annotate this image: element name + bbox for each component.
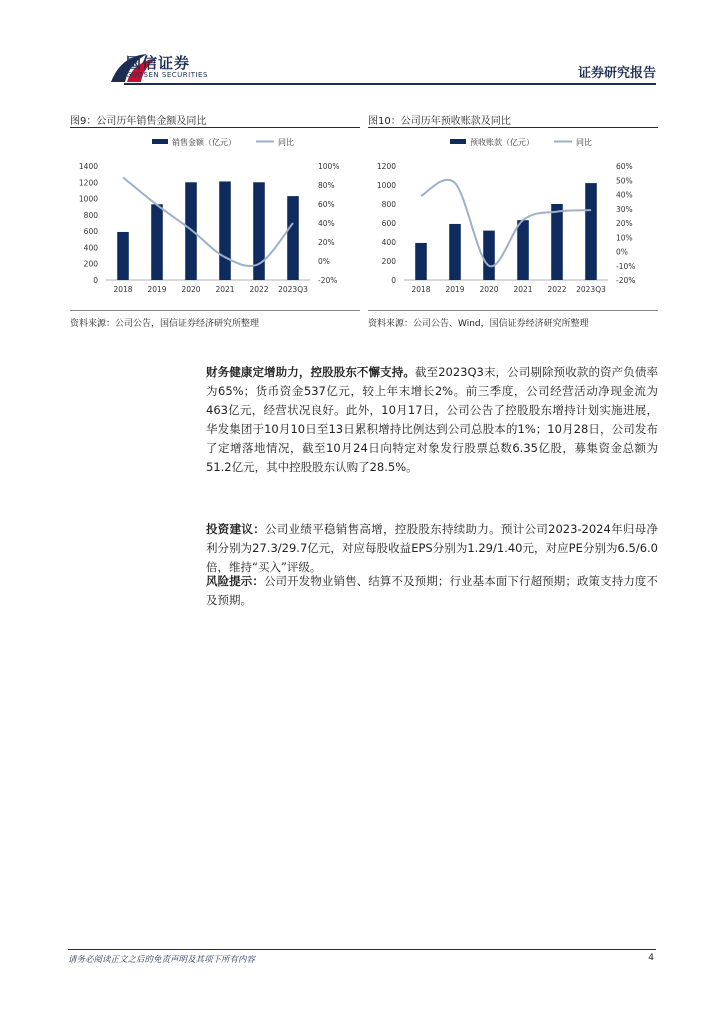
legend-bar-label: 预收账款（亿元）	[470, 138, 534, 147]
y-left-tick-label: 600	[381, 219, 396, 228]
paragraph-lead: 投资建议：	[206, 522, 265, 536]
paragraph-financial-health	[206, 363, 658, 477]
figure-source: 资料来源：公司公告，国信证券经济研究所整理	[70, 319, 260, 329]
x-tick-label: 2019	[147, 285, 167, 294]
bar	[551, 204, 563, 280]
y-right-tick-label: 30%	[616, 204, 633, 214]
sales-amount-chart	[70, 132, 360, 308]
bar	[585, 183, 597, 280]
legend-line-label: 同比	[576, 138, 592, 147]
bar	[287, 196, 299, 280]
x-tick-label: 2018	[411, 285, 431, 294]
figure-source-divider	[70, 310, 360, 311]
bar	[483, 231, 495, 280]
y-left-tick-label: 1000	[78, 194, 98, 204]
x-tick-label: 2021	[215, 285, 235, 294]
y-right-tick-label: 0%	[616, 247, 628, 257]
y-right-tick-label: -20%	[318, 276, 338, 285]
y-left-tick-label: 800	[381, 200, 396, 209]
y-right-tick-label: -10%	[616, 261, 636, 271]
figure-title: 图10：公司历年预收账款及同比	[368, 116, 511, 127]
figure-10	[368, 112, 658, 332]
y-right-tick-label: 40%	[318, 219, 335, 228]
advance-receipts-chart	[368, 132, 658, 308]
x-tick-label: 2022	[249, 285, 269, 294]
y-right-tick-label: 20%	[616, 219, 633, 228]
page-number: 4	[648, 953, 654, 963]
x-tick-label: 2020	[479, 285, 499, 294]
y-left-tick-label: 1200	[78, 178, 98, 188]
y-right-tick-label: 20%	[318, 238, 335, 247]
series-line	[421, 180, 591, 267]
series-line	[123, 177, 293, 266]
x-tick-label: 2021	[513, 285, 533, 294]
figure-source-divider	[368, 310, 658, 311]
legend-bar-label: 销售金额（亿元）	[172, 138, 236, 147]
paragraph-body: 公司开发物业销售、结算不及预期；行业基本面下行超预期；政策支持力度不及预期。	[206, 574, 659, 607]
paragraph-lead: 财务健康定增助力，控股股东不懈支持。	[206, 365, 415, 379]
paragraph-body: 公司业绩平稳销售高增，控股股东持续助力。预计公司2023-2024年归母净利分别为27.3/29.7亿元，对应每股收益EPS分别为1.29/1.40元，对应PE分别为6.5/6.0倍，维持“买入”评级。	[206, 522, 659, 574]
paragraph-body: 截至2023Q3末，公司剔除预收款的资产负债率为65%；货币资金537亿元，较上年末增长2%。前三季度，公司经营活动净现金流为463亿元，经营状况良好。此外，10月17日，公司公告了控股股东增持计划实施进展，华发集团于10月10日至13日累积增持比例达到公司总股本的1%；10月28日，公司发布了定增落地情况，截至10月24日向特定对象发行股票总数6.35亿股，募集资金总额为51.2亿元，其中控股股东认购了28.5%。	[206, 365, 658, 474]
footer-disclaimer: 请务必阅读正文之后的免责声明及其项下所有内容	[68, 955, 256, 965]
y-right-tick-label: 80%	[318, 181, 335, 190]
legend-bar-swatch	[450, 139, 466, 144]
bar	[219, 181, 231, 280]
x-tick-label: 2018	[113, 285, 133, 294]
x-tick-label: 2019	[445, 285, 465, 294]
y-right-tick-label: 10%	[616, 233, 633, 243]
y-right-tick-label: -20%	[616, 276, 636, 285]
y-left-tick-label: 400	[381, 238, 396, 247]
y-right-tick-label: 60%	[318, 200, 335, 209]
y-left-tick-label: 1400	[78, 162, 98, 171]
y-left-tick-label: 200	[83, 259, 98, 269]
chart-legend	[450, 137, 592, 147]
y-left-tick-label: 200	[381, 257, 396, 266]
bar	[185, 182, 197, 280]
y-left-tick-label: 1000	[376, 181, 396, 190]
figure-9	[70, 112, 360, 332]
paragraph-risk-warning	[206, 572, 658, 610]
y-left-tick-label: 0	[93, 276, 98, 285]
chart-legend	[152, 137, 294, 147]
logo-english-name: GUOSEN SECURITIES	[126, 71, 208, 79]
x-tick-label: 2020	[181, 285, 201, 294]
report-type-label: 证券研究报告	[577, 66, 656, 81]
legend-line-label: 同比	[278, 138, 294, 147]
y-right-tick-label: 100%	[318, 162, 340, 171]
paragraph-investment-advice	[206, 520, 658, 577]
header-divider	[124, 83, 656, 85]
y-left-tick-label: 800	[83, 210, 98, 220]
legend-bar-swatch	[152, 139, 168, 144]
bar	[117, 232, 129, 280]
bar	[151, 204, 163, 280]
bar	[449, 224, 461, 280]
y-left-tick-label: 1200	[376, 162, 396, 171]
y-right-tick-label: 60%	[616, 162, 633, 171]
y-left-tick-label: 600	[83, 227, 98, 237]
bar	[415, 243, 427, 280]
bar	[517, 220, 529, 280]
logo-chinese-name: 国信证券	[126, 54, 191, 72]
y-left-tick-label: 400	[83, 243, 98, 253]
x-tick-label: 2022	[547, 285, 567, 294]
y-left-tick-label: 0	[391, 276, 396, 285]
x-tick-label: 2023Q3	[576, 285, 606, 294]
x-tick-label: 2023Q3	[278, 285, 308, 294]
figure-title: 图9：公司历年销售金额及同比	[70, 116, 207, 127]
figure-title-divider	[70, 127, 360, 128]
page-header	[0, 0, 724, 90]
figure-source: 资料来源：公司公告、Wind，国信证券经济研究所整理	[368, 319, 589, 329]
y-right-tick-label: 50%	[616, 176, 633, 186]
y-right-tick-label: 0%	[318, 257, 330, 266]
figure-title-divider	[368, 127, 658, 128]
paragraph-lead: 风险提示：	[206, 574, 264, 588]
footer-divider	[68, 949, 656, 950]
y-right-tick-label: 40%	[616, 190, 633, 200]
